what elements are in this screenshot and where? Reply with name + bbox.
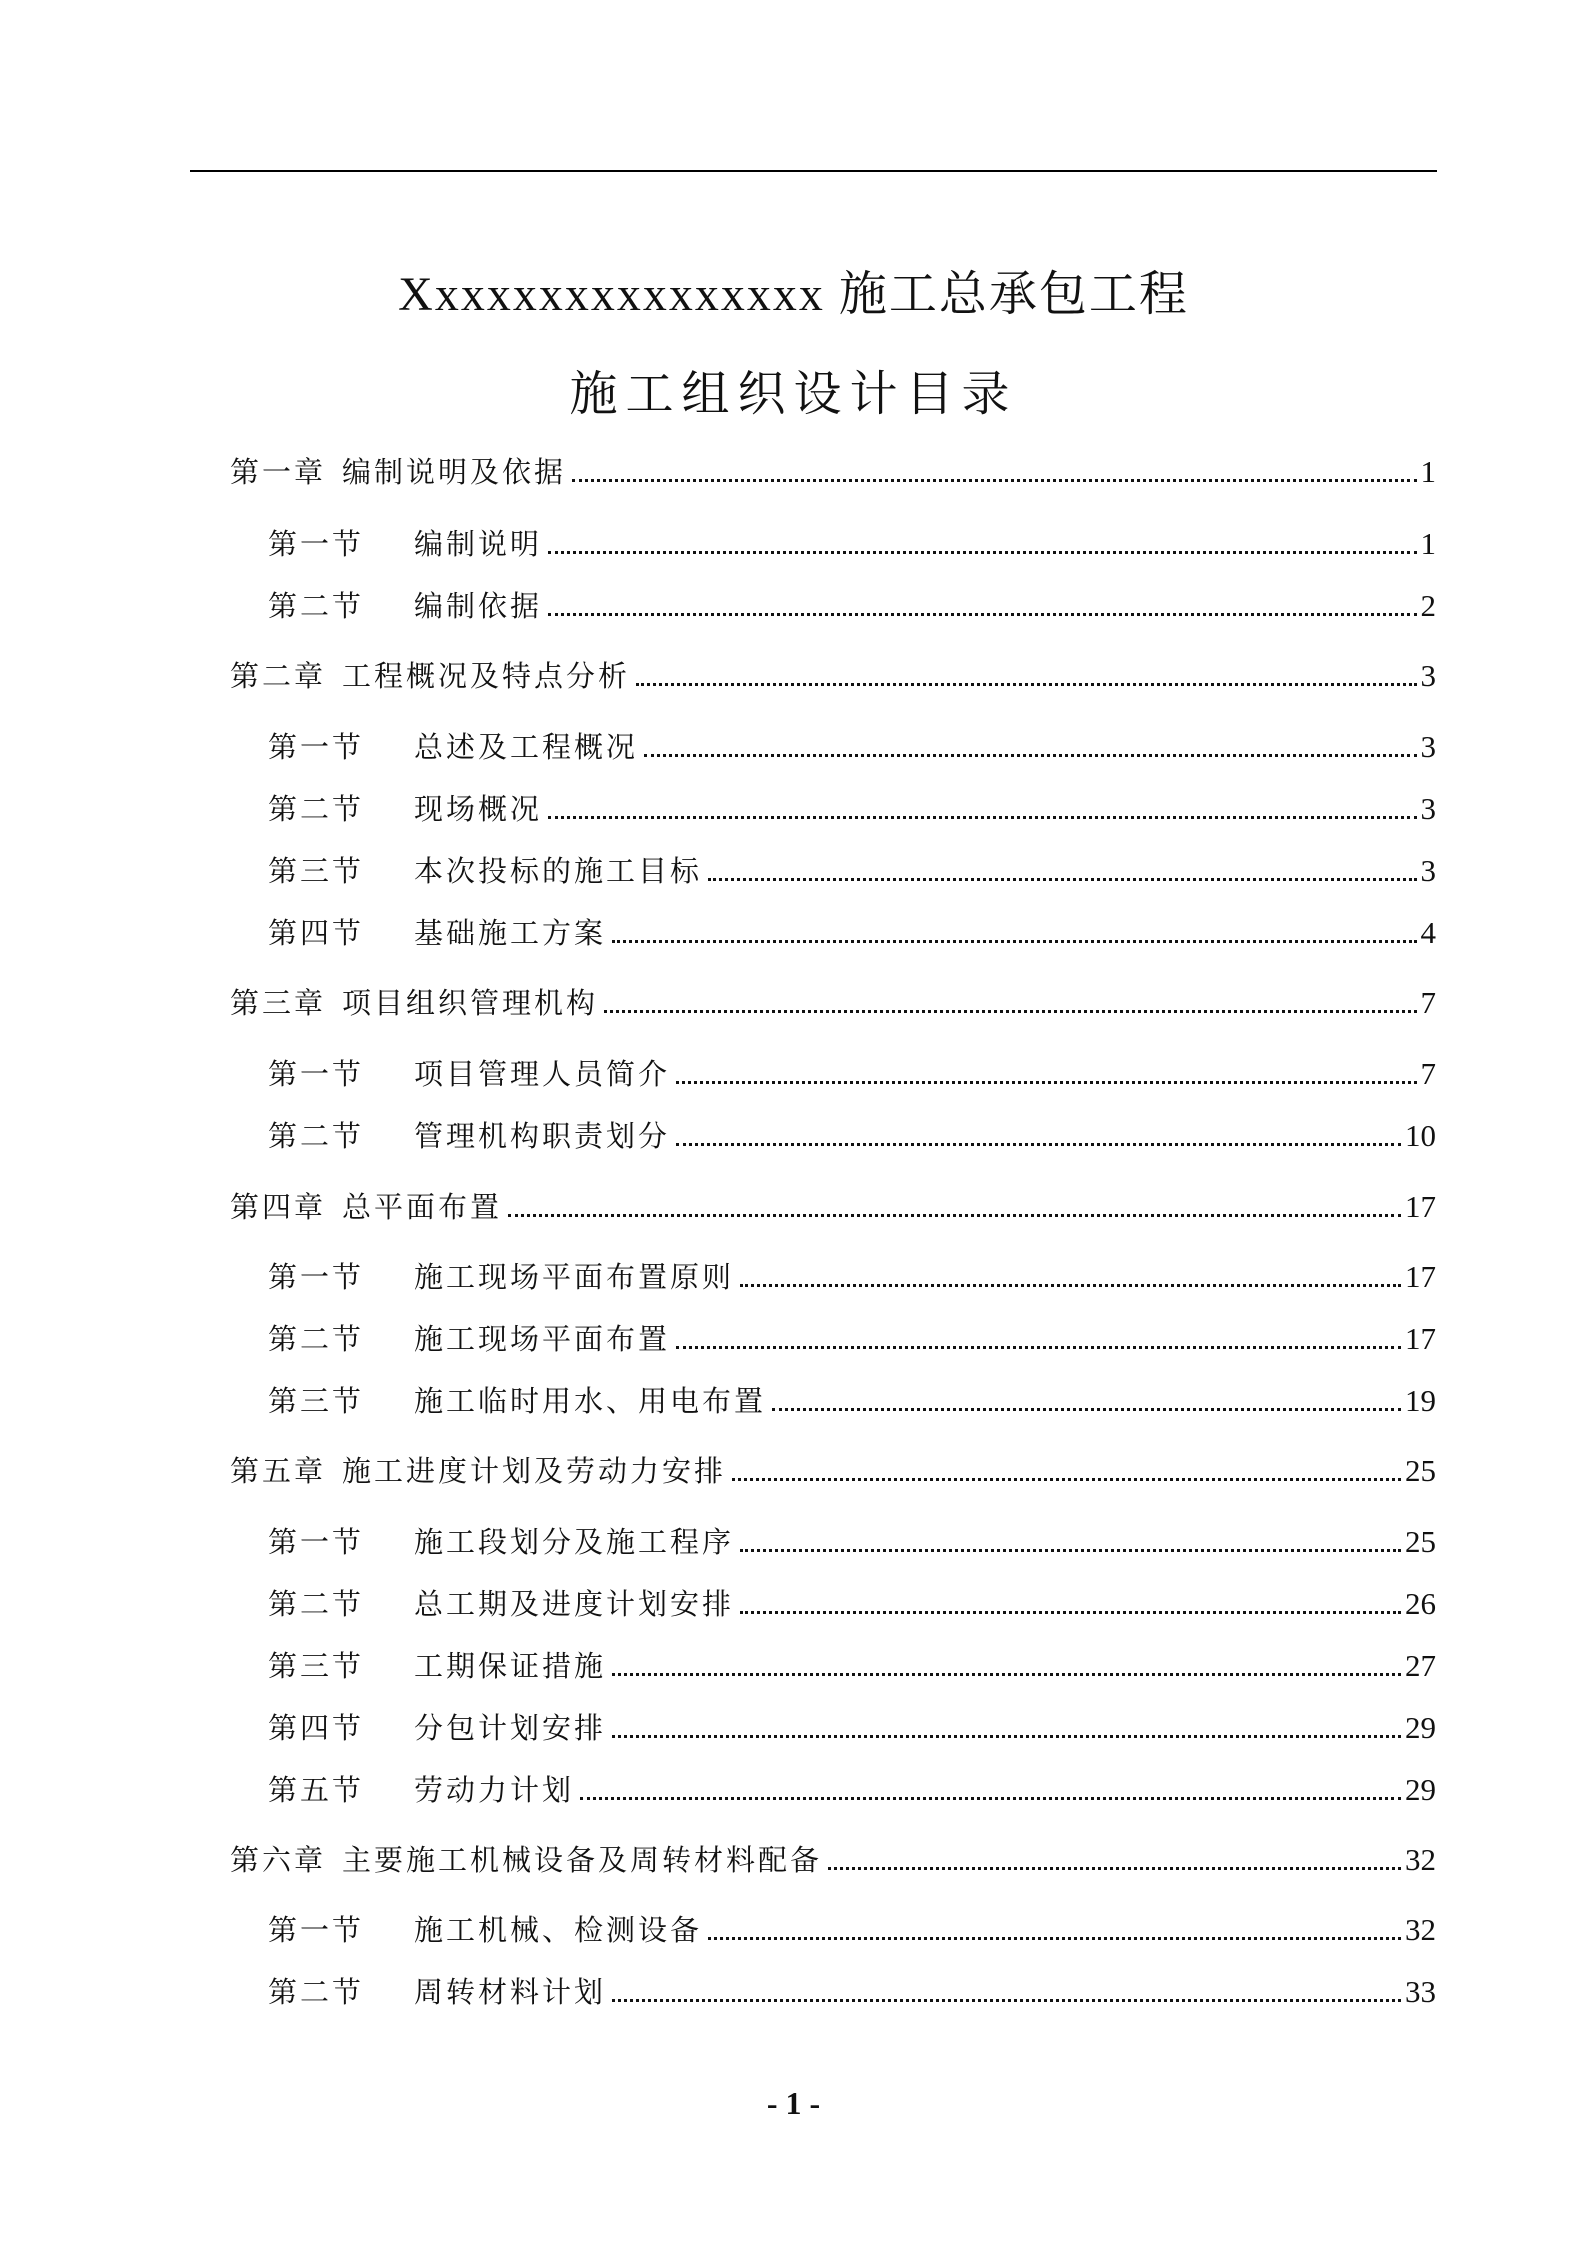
toc-leader — [732, 1478, 1401, 1481]
toc-label: 分包计划安排 — [414, 1711, 607, 1745]
toc-number: 第五节 — [268, 1773, 365, 1807]
toc-page-number: 29 — [1405, 1772, 1436, 1807]
toc-number: 第二节 — [268, 1587, 365, 1621]
toc-number: 第一节 — [268, 527, 365, 561]
toc-section[interactable] — [230, 723, 1436, 767]
toc-number: 第四章 — [230, 1190, 327, 1224]
toc-page-number: 10 — [1405, 1118, 1436, 1153]
toc-page-number: 3 — [1420, 729, 1436, 764]
toc-page-number: 1 — [1420, 526, 1436, 561]
toc-number: 第三章 — [230, 986, 327, 1020]
document-subtitle: 施工组织设计目录 — [569, 368, 1018, 421]
toc-leader — [676, 1081, 1416, 1084]
toc-label: 劳动力计划 — [414, 1773, 575, 1807]
toc-chapter[interactable] — [230, 1447, 1436, 1491]
toc-label: 施工进度计划及劳动力安排 — [342, 1454, 727, 1488]
page-number-footer: - 1 - — [766, 2085, 821, 2121]
toc-number: 第二节 — [268, 1975, 365, 2009]
toc-leader — [548, 613, 1416, 616]
toc-page-number: 1 — [1420, 454, 1436, 489]
toc-section[interactable] — [230, 1642, 1436, 1686]
toc-leader — [644, 754, 1416, 757]
toc-label: 项目管理人员简介 — [414, 1057, 671, 1091]
toc-leader — [548, 816, 1416, 819]
toc-chapter[interactable] — [230, 652, 1436, 696]
toc-page-number: 3 — [1420, 853, 1436, 888]
toc-section[interactable] — [230, 1253, 1436, 1297]
toc-section[interactable] — [230, 1906, 1436, 1950]
toc-page-number: 3 — [1420, 791, 1436, 826]
toc-page-number: 32 — [1405, 1842, 1436, 1877]
toc-page-number: 17 — [1405, 1189, 1436, 1224]
toc-label: 编制依据 — [414, 589, 543, 623]
toc-leader — [612, 1999, 1401, 2002]
toc-number: 第四节 — [268, 916, 365, 950]
toc-label: 基础施工方案 — [414, 916, 607, 950]
toc-number: 第三节 — [268, 1384, 365, 1418]
toc-number: 第一章 — [230, 455, 327, 489]
toc-section[interactable] — [230, 1315, 1436, 1359]
toc-page-number: 19 — [1405, 1383, 1436, 1418]
toc-label: 项目组织管理机构 — [342, 986, 599, 1020]
toc-number: 第二节 — [268, 792, 365, 826]
toc-leader — [580, 1797, 1401, 1800]
toc-leader — [740, 1611, 1401, 1614]
toc-label: 工程概况及特点分析 — [342, 659, 631, 693]
toc-page-number: 27 — [1405, 1648, 1436, 1683]
toc-section[interactable] — [230, 909, 1436, 953]
toc-label: 本次投标的施工目标 — [414, 854, 703, 888]
toc-label: 施工现场平面布置原则 — [414, 1260, 735, 1294]
toc-page-number: 7 — [1420, 1056, 1436, 1091]
toc-number: 第二节 — [268, 1119, 365, 1153]
toc-number: 第四节 — [268, 1711, 365, 1745]
toc-page-number: 32 — [1405, 1912, 1436, 1947]
toc-section[interactable] — [230, 1112, 1436, 1156]
toc-chapter[interactable] — [230, 1836, 1436, 1880]
toc-section[interactable] — [230, 520, 1436, 564]
toc-chapter[interactable] — [230, 979, 1436, 1023]
toc-number: 第二节 — [268, 589, 365, 623]
toc-leader — [548, 551, 1416, 554]
toc-label: 编制说明及依据 — [342, 455, 567, 489]
toc-page-number: 17 — [1405, 1321, 1436, 1356]
toc-label: 管理机构职责划分 — [414, 1119, 671, 1153]
toc-leader — [508, 1214, 1401, 1217]
toc-leader — [636, 683, 1416, 686]
toc-section[interactable] — [230, 1050, 1436, 1094]
toc-label: 总工期及进度计划安排 — [414, 1587, 735, 1621]
toc-number: 第二节 — [268, 1322, 365, 1356]
toc-number: 第一节 — [268, 1057, 365, 1091]
toc-section[interactable] — [230, 1766, 1436, 1810]
toc-section[interactable] — [230, 1704, 1436, 1748]
toc-leader — [708, 878, 1416, 881]
toc-page-number: 29 — [1405, 1710, 1436, 1745]
toc-leader — [740, 1284, 1401, 1287]
toc-leader — [676, 1346, 1401, 1349]
toc-number: 第一节 — [268, 730, 365, 764]
toc-chapter[interactable] — [230, 1183, 1436, 1227]
toc-leader — [772, 1408, 1401, 1411]
toc-label: 现场概况 — [414, 792, 543, 826]
toc-label: 周转材料计划 — [414, 1975, 607, 2009]
toc-page-number: 17 — [1405, 1259, 1436, 1294]
toc-page-number: 25 — [1405, 1524, 1436, 1559]
toc-section[interactable] — [230, 1518, 1436, 1562]
toc-number: 第一节 — [268, 1525, 365, 1559]
toc-chapter[interactable] — [230, 448, 1436, 492]
toc-label: 工期保证措施 — [414, 1649, 607, 1683]
toc-label: 施工机械、检测设备 — [414, 1913, 703, 1947]
toc-section[interactable] — [230, 1968, 1436, 2012]
toc-leader — [612, 1735, 1401, 1738]
toc-page-number: 7 — [1420, 985, 1436, 1020]
toc-leader — [676, 1143, 1401, 1146]
toc-leader — [572, 479, 1416, 482]
toc-number: 第五章 — [230, 1454, 327, 1488]
toc-label: 施工现场平面布置 — [414, 1322, 671, 1356]
toc-section[interactable] — [230, 582, 1436, 626]
toc-leader — [828, 1867, 1401, 1870]
toc-number: 第一节 — [268, 1913, 365, 1947]
toc-leader — [604, 1010, 1416, 1013]
toc-page-number: 4 — [1420, 915, 1436, 950]
toc-number: 第三节 — [268, 854, 365, 888]
toc-label: 施工临时用水、用电布置 — [414, 1384, 767, 1418]
toc-page-number: 25 — [1405, 1453, 1436, 1488]
toc-page-number: 26 — [1405, 1586, 1436, 1621]
toc-label: 总述及工程概况 — [414, 730, 639, 764]
toc-section[interactable] — [230, 847, 1436, 891]
toc-page-number: 3 — [1420, 658, 1436, 693]
toc-page-number: 2 — [1420, 588, 1436, 623]
toc-section[interactable] — [230, 1377, 1436, 1421]
toc-number: 第六章 — [230, 1843, 327, 1877]
toc-label: 总平面布置 — [342, 1190, 503, 1224]
toc-section[interactable] — [230, 1580, 1436, 1624]
toc-number: 第一节 — [268, 1260, 365, 1294]
toc-section[interactable] — [230, 785, 1436, 829]
toc-label: 主要施工机械设备及周转材料配备 — [342, 1843, 823, 1877]
toc-label: 施工段划分及施工程序 — [414, 1525, 735, 1559]
header-rule — [190, 170, 1437, 172]
toc-page-number: 33 — [1405, 1974, 1436, 2009]
document-title: Xxxxxxxxxxxxxxxx 施工总承包工程 — [398, 268, 1189, 321]
toc-label: 编制说明 — [414, 527, 543, 561]
toc-number: 第三节 — [268, 1649, 365, 1683]
toc-number: 第二章 — [230, 659, 327, 693]
toc-leader — [708, 1937, 1401, 1940]
toc-leader — [612, 1673, 1401, 1676]
toc-leader — [612, 940, 1416, 943]
toc-leader — [740, 1549, 1401, 1552]
